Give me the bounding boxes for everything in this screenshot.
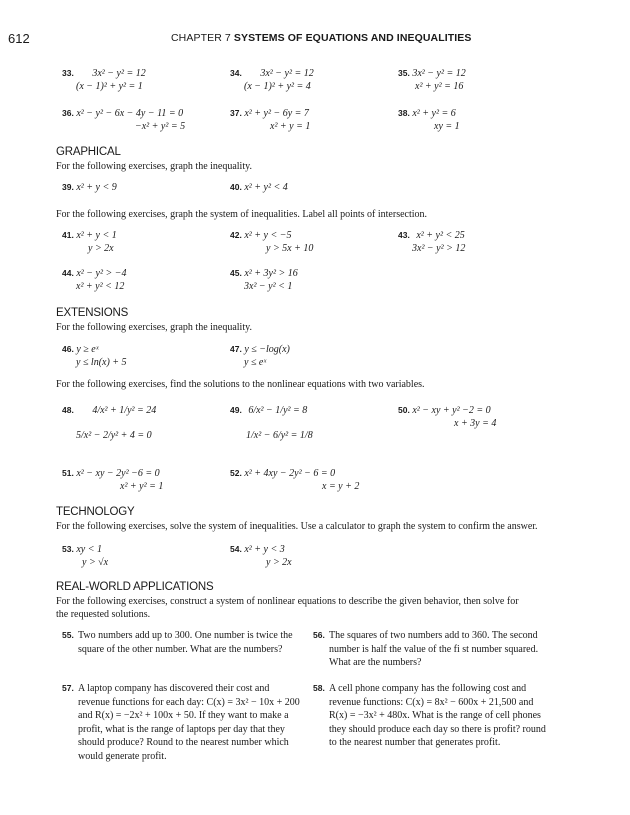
- exercise-39: [62, 181, 117, 194]
- exercise-33: [62, 67, 146, 93]
- equation-line-1: x² − xy + y² −2 = 0: [412, 405, 491, 416]
- section-heading-graphical: GRAPHICAL: [56, 146, 121, 158]
- exercise-37: [230, 107, 310, 133]
- equation-line-1: x² + y² < 4: [244, 182, 288, 193]
- equation-line-1: x² + y < 3: [244, 544, 285, 555]
- exercise-text: Two numbers add up to 300. One number is twice the square of the other number. What are the numbers?: [78, 630, 293, 655]
- equation-line-1: x² + y² < 25: [416, 230, 465, 241]
- exercise-35: [398, 67, 466, 93]
- exercise-40: [230, 181, 288, 194]
- equation-line-2: (x − 1)² + y² = 4: [244, 81, 311, 92]
- instruction-text: For the following exercises, solve the system of inequalities. Use a calculator to graph the system to confirm the answer.: [56, 521, 538, 532]
- exercise-43: [398, 229, 465, 255]
- exercise-44: [62, 267, 126, 293]
- equation-line-1: 3x² − y² = 12: [92, 68, 146, 79]
- equation-line-2: x² + y = 1: [270, 121, 311, 132]
- exercise-number: 52.: [230, 468, 242, 478]
- exercise-58: [313, 682, 551, 750]
- equation-line-1: 3x² − y² = 12: [260, 68, 314, 79]
- equation-line-2: y > √x: [82, 557, 109, 568]
- exercise-number: 41.: [62, 230, 74, 240]
- exercise-number: 53.: [62, 544, 74, 554]
- exercise-54: [230, 543, 292, 569]
- equation-line-2: 1/x² − 6/y² = 1/8: [246, 430, 313, 441]
- exercise-number: 44.: [62, 268, 74, 278]
- equation-line-2: x² + y² = 1: [120, 481, 164, 492]
- equation-line-2: x = y + 2: [322, 481, 360, 492]
- exercise-number: 50.: [398, 405, 410, 415]
- exercise-number: 37.: [230, 108, 242, 118]
- equation-line-1: x² − y² − 6x − 4y − 11 = 0: [76, 108, 184, 119]
- exercise-number: 35.: [398, 68, 410, 78]
- equation-line-2: y > 5x + 10: [266, 243, 314, 254]
- equation-line-1: y ≥ eˣ: [76, 344, 99, 355]
- section-heading-technology: TECHNOLOGY: [56, 506, 135, 518]
- page-number: 612: [8, 31, 30, 46]
- exercise-text: The squares of two numbers add to 360. The second number is half the value of the fi st number squared. What are the numbers?: [329, 630, 539, 668]
- exercise-53: [62, 543, 108, 569]
- equation-line-1: x² + y < −5: [244, 230, 292, 241]
- exercise-number: 34.: [230, 68, 242, 78]
- exercise-number: 48.: [62, 405, 74, 415]
- exercise-49: [230, 404, 313, 442]
- exercise-57: [62, 682, 300, 763]
- section-heading-real-world: REAL-WORLD APPLICATIONS: [56, 581, 214, 593]
- exercise-46: [62, 343, 127, 369]
- exercise-number: 42.: [230, 230, 242, 240]
- exercise-55: [62, 629, 300, 656]
- instruction-text: For the following exercises, find the solutions to the nonlinear equations with two variables.: [56, 379, 425, 390]
- equation-line-1: x² + 3y² > 16: [244, 268, 298, 279]
- exercise-52: [230, 467, 359, 493]
- instruction-text: For the following exercises, graph the inequality.: [56, 322, 252, 333]
- exercise-34: [230, 67, 314, 93]
- exercise-number: 43.: [398, 230, 410, 240]
- equation-line-2: (x − 1)² + y² = 1: [76, 81, 143, 92]
- exercise-50: [398, 404, 496, 430]
- equation-line-2: y ≤ ln(x) + 5: [76, 357, 127, 368]
- equation-line-2: y > 2x: [88, 243, 114, 254]
- chapter-label: CHAPTER 7: [171, 32, 231, 44]
- equation-line-1: x² + y < 9: [76, 182, 117, 193]
- section-heading-extensions: EXTENSIONS: [56, 307, 129, 319]
- instruction-text-line-1: For the following exercises, construct a system of nonlinear equations to describe the given behavior, then solve for: [56, 596, 519, 607]
- equation-line-1: y ≤ −log(x): [244, 344, 290, 355]
- exercise-text: A cell phone company has the following cost and revenue functions: C(x) = 8x² − 600x + 21,500 and R(x) = −3x² + 480x. What is the range of cell phones they should produce each day so there is profit? round to the nearest number that generates profit.: [329, 683, 546, 748]
- equation-line-1: x² − y² > −4: [76, 268, 127, 279]
- instruction-text: For the following exercises, graph the inequality.: [56, 161, 252, 172]
- exercise-48: [62, 404, 156, 442]
- exercise-number: 36.: [62, 108, 74, 118]
- exercise-number: 33.: [62, 68, 74, 78]
- equation-line-2: x² + y² < 12: [76, 281, 125, 292]
- exercise-51: [62, 467, 163, 493]
- instruction-text-line-2: the requested solutions.: [56, 609, 151, 620]
- equation-line-2: 3x² − y² > 12: [412, 243, 466, 254]
- equation-line-1: 4/x² + 1/y² = 24: [92, 405, 157, 416]
- equation-line-1: x² − xy − 2y² −6 = 0: [76, 468, 160, 479]
- equation-line-2: y > 2x: [266, 557, 292, 568]
- exercise-number: 40.: [230, 182, 242, 192]
- chapter-title: SYSTEMS OF EQUATIONS AND INEQUALITIES: [233, 32, 472, 44]
- exercise-56: [313, 629, 551, 670]
- exercise-number: 56.: [313, 630, 325, 640]
- exercise-number: 47.: [230, 344, 242, 354]
- exercise-47: [230, 343, 290, 369]
- exercise-text: A laptop company has discovered their cost and revenue functions for each day: C(x) = 3x² − 10x + 200 and R(x) = −2x² + 100x + 50. If they want to make a profit, what is the range of laptops per day that they should produce? Round to the nearest number which would generate profit.: [78, 683, 300, 762]
- exercise-number: 49.: [230, 405, 242, 415]
- equation-line-1: x² + 4xy − 2y² − 6 = 0: [244, 468, 336, 479]
- exercise-number: 39.: [62, 182, 74, 192]
- equation-line-1: xy < 1: [76, 544, 102, 555]
- exercise-number: 58.: [313, 683, 325, 693]
- exercise-number: 46.: [62, 344, 74, 354]
- equation-line-2: y ≤ eˣ: [244, 357, 267, 368]
- equation-line-2: 5/x² − 2/y² + 4 = 0: [76, 430, 152, 441]
- exercise-number: 45.: [230, 268, 242, 278]
- exercise-number: 57.: [62, 683, 74, 693]
- exercise-41: [62, 229, 117, 255]
- chapter-heading: [171, 32, 472, 44]
- exercise-number: 55.: [62, 630, 74, 640]
- equation-line-2: x² + y² = 16: [415, 81, 464, 92]
- exercise-42: [230, 229, 313, 255]
- instruction-text: For the following exercises, graph the system of inequalities. Label all points of intersection.: [56, 209, 428, 220]
- equation-line-1: x² + y² = 6: [412, 108, 456, 119]
- exercise-number: 38.: [398, 108, 410, 118]
- equation-line-1: x² + y² − 6y = 7: [244, 108, 309, 119]
- equation-line-2: xy = 1: [434, 121, 460, 132]
- exercise-38: [398, 107, 460, 133]
- equation-line-2: x + 3y = 4: [454, 418, 497, 429]
- equation-line-2: −x² + y² = 5: [135, 121, 186, 132]
- exercise-number: 51.: [62, 468, 74, 478]
- exercise-number: 54.: [230, 544, 242, 554]
- equation-line-1: 6/x² − 1/y² = 8: [248, 405, 308, 416]
- equation-line-1: 3x² − y² = 12: [412, 68, 466, 79]
- equation-line-2: 3x² − y² < 1: [244, 281, 293, 292]
- page-header: [8, 31, 622, 47]
- exercise-45: [230, 267, 298, 293]
- equation-line-1: x² + y < 1: [76, 230, 117, 241]
- exercise-36: [62, 107, 185, 133]
